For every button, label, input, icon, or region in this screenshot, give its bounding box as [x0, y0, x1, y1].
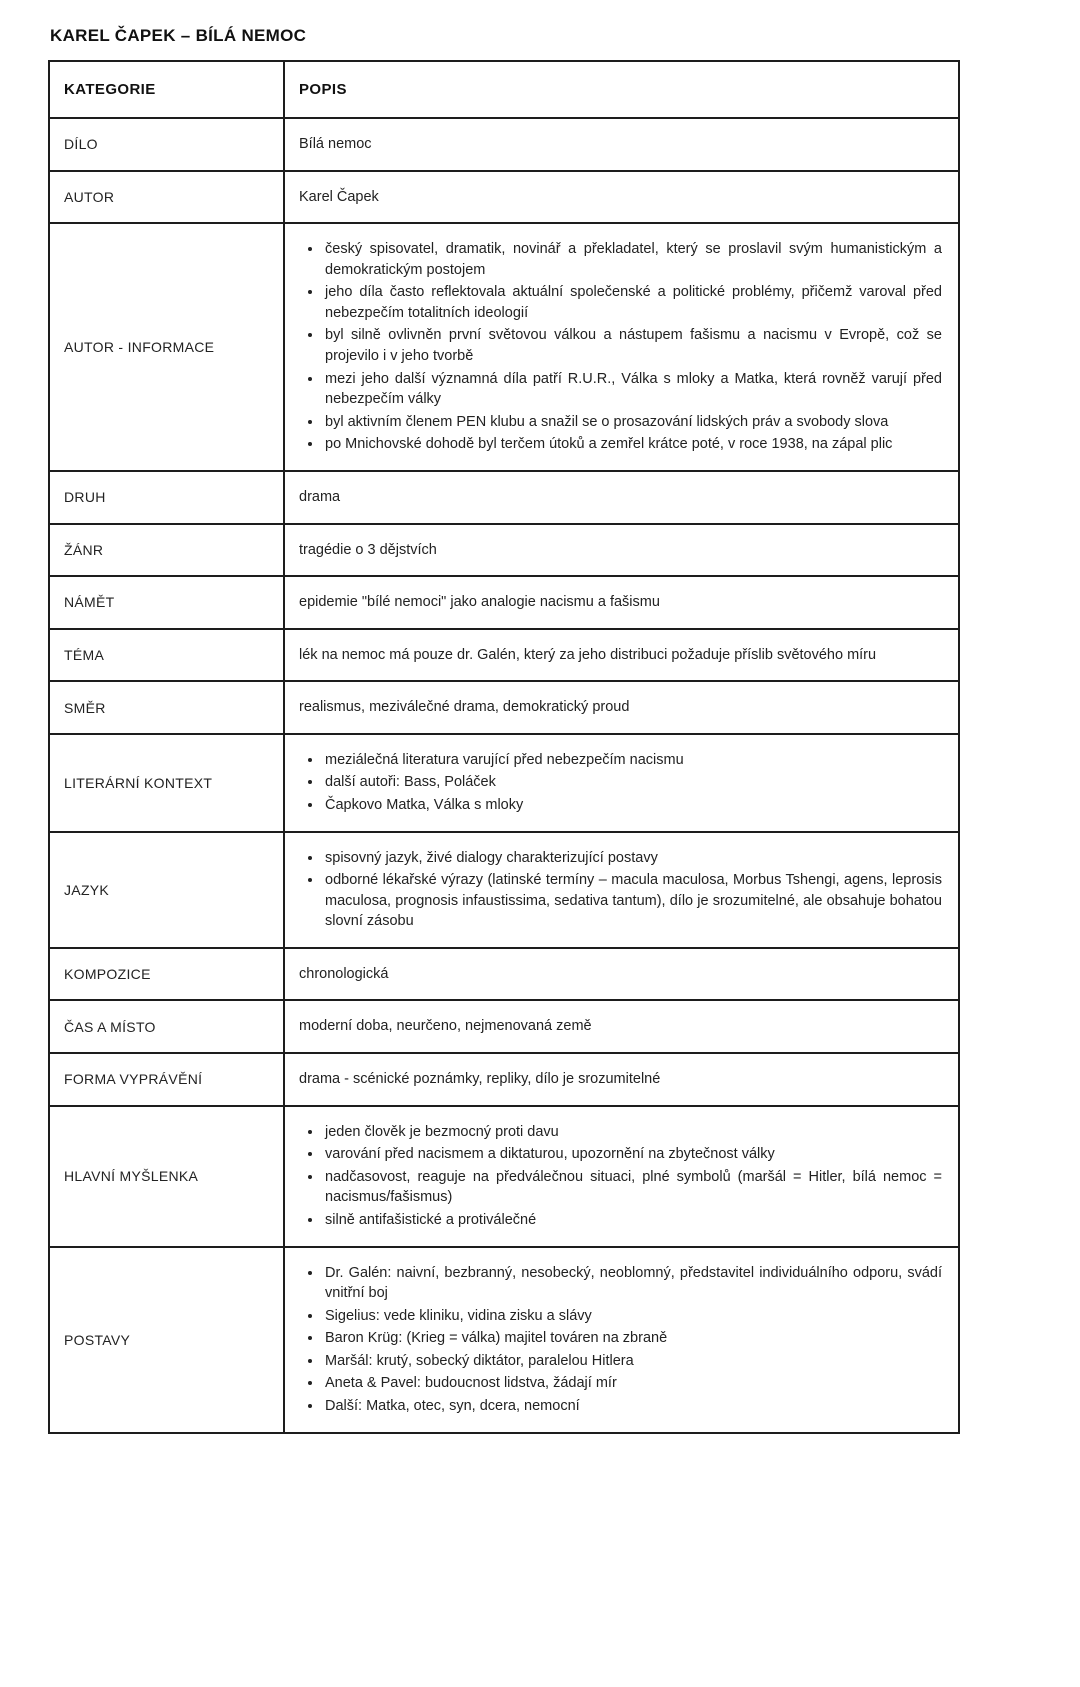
bullet-item: • varování před nacismem a diktaturou, upozornění na zbytečnost války: [323, 1144, 942, 1165]
category-cell: SMĚR: [49, 681, 284, 734]
bullet-item: • Další: Matka, otec, syn, dcera, nemocní: [323, 1396, 942, 1417]
description-text: Karel Čapek: [299, 188, 379, 205]
table-row: [49, 223, 959, 471]
bullet-item: • byl silně ovlivněn první světovou válkou a nástupem fašismu a nacismu v Evropě, což se projevilo i v jeho tvorbě: [323, 325, 942, 366]
table-row: [49, 948, 959, 1001]
description-cell: [284, 1247, 959, 1433]
table-row: [49, 171, 959, 224]
table-row: [49, 734, 959, 832]
bullet-item: • jeden člověk je bezmocný proti davu: [323, 1122, 942, 1143]
table-row: [49, 832, 959, 948]
category-cell: ČAS A MÍSTO: [49, 1000, 284, 1053]
bullet-item: • silně antifašistické a protiválečné: [323, 1210, 942, 1231]
bullet-list: [299, 848, 942, 932]
table-row: [49, 681, 959, 734]
description-cell: [284, 524, 959, 577]
table-body: [49, 118, 959, 1433]
description-cell: [284, 471, 959, 524]
description-cell: [284, 171, 959, 224]
table-row: [49, 576, 959, 629]
bullet-item: • Dr. Galén: naivní, bezbranný, nesobecký, neoblomný, představitel individuálního odporu, svádí vnitřní boj: [323, 1263, 942, 1304]
category-cell: AUTOR: [49, 171, 284, 224]
category-cell: DÍLO: [49, 118, 284, 171]
description-text: drama: [299, 488, 341, 505]
category-cell: AUTOR - INFORMACE: [49, 223, 284, 471]
category-cell: LITERÁRNÍ KONTEXT: [49, 734, 284, 832]
bullet-item: • nadčasovost, reaguje na předválečnou situaci, plné symbolů (maršál = Hitler, bílá nemoc = nacismus/fašismus): [323, 1167, 942, 1208]
table-row: [49, 1106, 959, 1247]
header-kategorie: KATEGORIE: [49, 61, 284, 118]
bullet-list: [299, 1122, 942, 1231]
category-cell: HLAVNÍ MYŠLENKA: [49, 1106, 284, 1247]
category-cell: FORMA VYPRÁVĚNÍ: [49, 1053, 284, 1106]
bullet-item: • spisovný jazyk, živé dialogy charakterizující postavy: [323, 848, 942, 869]
bullet-item: • odborné lékařské výrazy (latinské termíny – macula maculosa, Morbus Tshengi, agens, leprosis maculosa, prognosis infaustissima, sedativa tantum), dílo je srozumitelné, ale obsahuje bohatou slovní zásobu: [323, 870, 942, 932]
category-cell: DRUH: [49, 471, 284, 524]
description-cell: [284, 1053, 959, 1106]
description-text: lék na nemoc má pouze dr. Galén, který za jeho distribuci požaduje příslib světového míru: [299, 646, 877, 663]
bullet-list: [299, 1263, 942, 1417]
description-cell: [284, 734, 959, 832]
table-row: [49, 118, 959, 171]
header-popis: POPIS: [284, 61, 959, 118]
bullet-item: • Aneta & Pavel: budoucnost lidstva, žádají mír: [323, 1373, 942, 1394]
table-row: [49, 524, 959, 577]
table-header: [49, 61, 959, 118]
table-row: [49, 1000, 959, 1053]
description-cell: [284, 1106, 959, 1247]
description-cell: [284, 118, 959, 171]
bullet-item: • Čapkovo Matka, Válka s mloky: [323, 795, 942, 816]
category-cell: KOMPOZICE: [49, 948, 284, 1001]
bullet-item: • český spisovatel, dramatik, novinář a překladatel, který se proslavil svým humanistickým a demokratickým postojem: [323, 239, 942, 280]
description-text: epidemie "bílé nemoci" jako analogie nacismu a fašismu: [299, 594, 660, 611]
bullet-item: • byl aktivním členem PEN klubu a snažil se o prosazování lidských práv a svobody slova: [323, 412, 942, 433]
table-row: [49, 1247, 959, 1433]
description-cell: [284, 832, 959, 948]
category-cell: JAZYK: [49, 832, 284, 948]
description-cell: [284, 629, 959, 682]
description-text: moderní doba, neurčeno, nejmenovaná země: [299, 1018, 592, 1035]
bullet-item: • po Mnichovské dohodě byl terčem útoků a zemřel krátce poté, v roce 1938, na zápal plic: [323, 434, 942, 455]
description-text: drama - scénické poznámky, repliky, dílo je srozumitelné: [299, 1071, 661, 1088]
description-text: chronologická: [299, 965, 389, 982]
table-row: [49, 1053, 959, 1106]
description-cell: [284, 681, 959, 734]
bullet-item: • mezi jeho další významná díla patří R.U.R., Válka s mloky a Matka, která rovněž varují před nebezpečím války: [323, 369, 942, 410]
category-cell: NÁMĚT: [49, 576, 284, 629]
page-title: KAREL ČAPEK – BÍLÁ NEMOC: [50, 26, 307, 45]
bullet-item: • Maršál: krutý, sobecký diktátor, paralelou Hitlera: [323, 1351, 942, 1372]
bullet-list: [299, 750, 942, 816]
table-row: [49, 471, 959, 524]
bullet-item: • meziálečná literatura varující před nebezpečím nacismu: [323, 750, 942, 771]
bullet-item: • jeho díla často reflektovala aktuální společenské a politické problémy, přičemž varoval před nebezpečím totalitních ideologií: [323, 282, 942, 323]
description-cell: [284, 223, 959, 471]
description-text: realismus, meziválečné drama, demokratický proud: [299, 699, 630, 716]
description-text: tragédie o 3 dějstvích: [299, 541, 437, 558]
category-cell: TÉMA: [49, 629, 284, 682]
table-row: [49, 629, 959, 682]
bullet-item: • Baron Krüg: (Krieg = válka) majitel továren na zbraně: [323, 1328, 942, 1349]
study-table: [48, 60, 960, 1434]
bullet-item: • Sigelius: vede kliniku, vidina zisku a slávy: [323, 1306, 942, 1327]
header-row: [49, 61, 959, 118]
description-cell: [284, 948, 959, 1001]
bullet-item: • další autoři: Bass, Poláček: [323, 772, 942, 793]
description-cell: [284, 576, 959, 629]
category-cell: ŽÁNR: [49, 524, 284, 577]
description-cell: [284, 1000, 959, 1053]
bullet-list: [299, 239, 942, 455]
category-cell: POSTAVY: [49, 1247, 284, 1433]
description-text: Bílá nemoc: [299, 136, 372, 152]
